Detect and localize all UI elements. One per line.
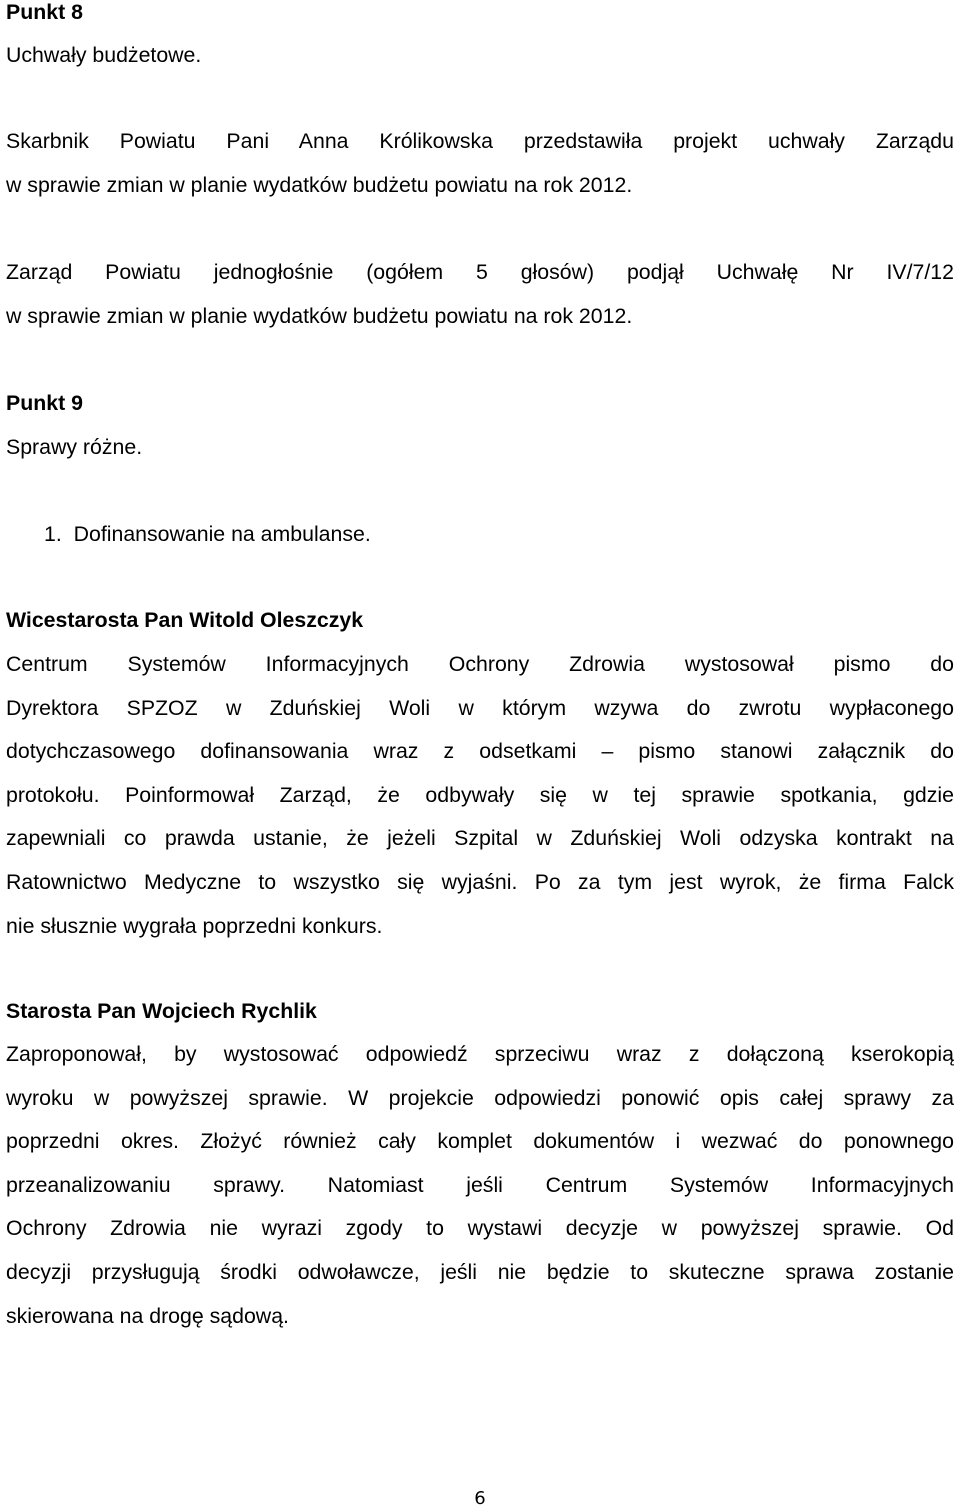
paragraph-line: Ochrony Zdrowia nie wyrazi zgody to wystawi decyzje w powyższej sprawie. Od [6, 1216, 954, 1241]
list-item [44, 524, 371, 545]
paragraph-wicestarosta [6, 654, 954, 959]
paragraph-line: przeanalizowaniu sprawy. Natomiast jeśli Centrum Systemów Informacyjnych [6, 1172, 954, 1197]
paragraph-line: skierowana na drogę sądową. [6, 1303, 289, 1328]
list-item-number: 1. [44, 522, 62, 546]
paragraph-line: Zarząd Powiatu jednogłośnie (ogółem 5 głosów) podjął Uchwałę Nr IV/7/12 [6, 260, 954, 284]
paragraph-line: Skarbnik Powiatu Pani Anna Królikowska przedstawiła projekt uchwały Zarządu [6, 129, 954, 153]
paragraph-zarzad [6, 262, 954, 349]
paragraph-line: decyzji przysługują środki odwoławcze, jeśli nie będzie to skuteczne sprawa zostanie [6, 1259, 954, 1284]
section-heading-punkt-8: Punkt 8 [6, 0, 83, 24]
paragraph-line: protokołu. Poinformował Zarząd, że odbywały się w tej sprawie spotkania, gdzie [6, 782, 954, 807]
paragraph-line: Ratownictwo Medyczne to wszystko się wyjaśni. Po za tym jest wyrok, że firma Falck [6, 869, 954, 894]
paragraph-line: wyroku w powyższej sprawie. W projekcie odpowiedzi ponowić opis całej sprawy za [6, 1085, 954, 1110]
paragraph-line: Dyrektora SPZOZ w Zduńskiej Woli w którym wzywa do zwrotu wypłaconego [6, 695, 954, 720]
paragraph-line: w sprawie zmian w planie wydatków budżetu powiatu na rok 2012. [6, 172, 633, 197]
section-subtitle-punkt-9: Sprawy różne. [6, 435, 143, 459]
list-item-text: Dofinansowanie na ambulanse. [73, 522, 371, 546]
paragraph-line: w sprawie zmian w planie wydatków budżetu powiatu na rok 2012. [6, 303, 633, 328]
paragraph-starosta [6, 1044, 954, 1349]
speaker-name-starosta: Starosta Pan Wojciech Rychlik [6, 999, 317, 1023]
speaker-name-wicestarosta: Wicestarosta Pan Witold Oleszczyk [6, 608, 364, 632]
paragraph-line: poprzedni okres. Złożyć również cały komplet dokumentów i wezwać do ponownego [6, 1129, 954, 1154]
section-subtitle-punkt-8: Uchwały budżetowe. [6, 43, 202, 67]
section-heading-punkt-9: Punkt 9 [6, 391, 83, 415]
paragraph-line: Zaproponował, by wystosować odpowiedź sprzeciwu wraz z dołączoną kserokopią [6, 1042, 954, 1066]
paragraph-line: nie słusznie wygrała poprzedni konkurs. [6, 913, 383, 938]
page-number: 6 [474, 1488, 486, 1509]
paragraph-skarbnik [6, 131, 954, 218]
paragraph-line: zapewniali co prawda ustanie, że jeżeli Szpital w Zduńskiej Woli odzyska kontrakt na [6, 826, 954, 851]
paragraph-line: Centrum Systemów Informacyjnych Ochrony Zdrowia wystosował pismo do [6, 652, 954, 676]
paragraph-line: dotychczasowego dofinansowania wraz z odsetkami – pismo stanowi załącznik do [6, 739, 954, 764]
